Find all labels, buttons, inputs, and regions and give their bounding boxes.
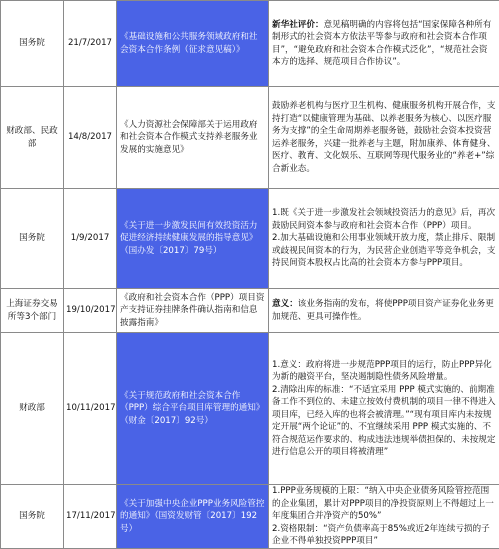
table-row (1, 1, 499, 87)
content-text: 鼓励养老机构与医疗卫生机构、健康服务机构开展合作，支持打造“以健康管理为基础、以养老服务为核心、以医疗服务为支撑”的全生命周期养老服务链，鼓励社会资本投资营运养老服务，兴建一批养老与主题，附加康养、体育健身、医疗、教育、文化娱乐、互联网等现代服务业的“养老+”综合新业态。 (272, 101, 495, 174)
policy-title-cell: 《关于规范政府和社会资本合作（PPP）综合平台项目库管理的通知》（财金〔2017〕92号） (117, 333, 269, 485)
content-text: 1.意义：政府将进一步规范PPP项目的运行，防止PPP异化为新的融资平台，坚决遏制隐性债务风险增量。 2.清除出库的标准：“不适宜采用 PPP 模式实施的、前期准备工作不到位的、未建立按效付费机制的项目一律不得进入项目库，已经入库的也将会被清理。”“现有项目库内未按规定开展“两个论证”的、不宜继续采用 PPP 模式实施的、不符合规范运作要求的、构成违法违规举债担保的、未按规定进行信息公开的项目将被清理” (272, 360, 495, 458)
date-cell: 1/9/2017 (64, 189, 117, 289)
content-text: 意见稿明确的内容将包括“国家保障各种所有制形式的社会资本方依法平等参与政府和社会资本合作项目”，“避免政府和社会资本合作模式泛化”，“规范社会资本方的选择、规范项目合作协议”。 (272, 20, 491, 68)
date-cell: 19/10/2017 (64, 289, 117, 333)
policy-content-cell (269, 485, 499, 549)
table-row (1, 87, 499, 189)
date-cell: 14/8/2017 (64, 87, 117, 189)
policy-content-cell (269, 189, 499, 289)
content-lead: 意义： (272, 299, 298, 309)
issuer-cell: 国务院 (1, 485, 64, 549)
content-text: 该业务指南的发布，将使PPP项目资产证券化业务更加规范、更具可操作性。 (272, 299, 494, 322)
issuer-cell: 财政部 (1, 333, 64, 485)
content-text: 1.PPP业务规模的上限：“纳入中央企业债务风险管控范围的企业集团，累计对PPP项目的净投资原则上不得超过上一年度集团合并净资产的50%” 2.资格限制：“资产负债率高于85%或近2年连续亏损的子企业不得单独投资PPP项目” (272, 486, 494, 546)
policy-title-cell: 《基础设施和公共服务领域政府和社会资本合作条例（征求意见稿）》 (117, 1, 269, 87)
date-cell: 10/11/2017 (64, 333, 117, 485)
date-cell: 17/11/2017 (64, 485, 117, 549)
policy-content-cell (269, 333, 499, 485)
date-cell: 21/7/2017 (64, 1, 117, 87)
policy-content-cell (269, 87, 499, 189)
policy-content-cell (269, 1, 499, 87)
table-row (1, 485, 499, 549)
policy-title-cell: 《关于加强中央企业PPP业务风险管控的通知》（国资发财管〔2017〕192号） (117, 485, 269, 549)
table-row (1, 289, 499, 333)
issuer-cell: 国务院 (1, 1, 64, 87)
issuer-cell: 上海证券交易所等3个部门 (1, 289, 64, 333)
table-row (1, 333, 499, 485)
policy-title-cell: 《人力资源社会保障部关于运用政府和社会资本合作模式支持养老服务业发展的实施意见》 (117, 87, 269, 189)
policy-title-cell: 《关于进一步激发民间有效投资活力促进经济持续健康发展的指导意见》（国办发〔2017〕79号） (117, 189, 269, 289)
content-text: 1.既《关于进一步激发社会领域投资活力的意见》后，再次鼓励民间资本参与政府和社会资本合作（PPP）项目。 2.加大基础设施和公用事业领域开放力度，禁止排斥、限制或歧视民间资本的行为，为民营企业创造平等竞争机会，支持民间资本股权占比高的社会资本方参与PPP项目。 (272, 208, 495, 268)
policy-content-cell (269, 289, 499, 333)
content-lead: 新华社评价： (272, 20, 324, 30)
table-row (1, 189, 499, 289)
issuer-cell: 国务院 (1, 189, 64, 289)
issuer-cell: 财政部、民政部 (1, 87, 64, 189)
policy-title-cell: 《政府和社会资本合作（PPP）项目资产支持证券挂牌条件确认指南和信息披露指南》 (117, 289, 269, 333)
